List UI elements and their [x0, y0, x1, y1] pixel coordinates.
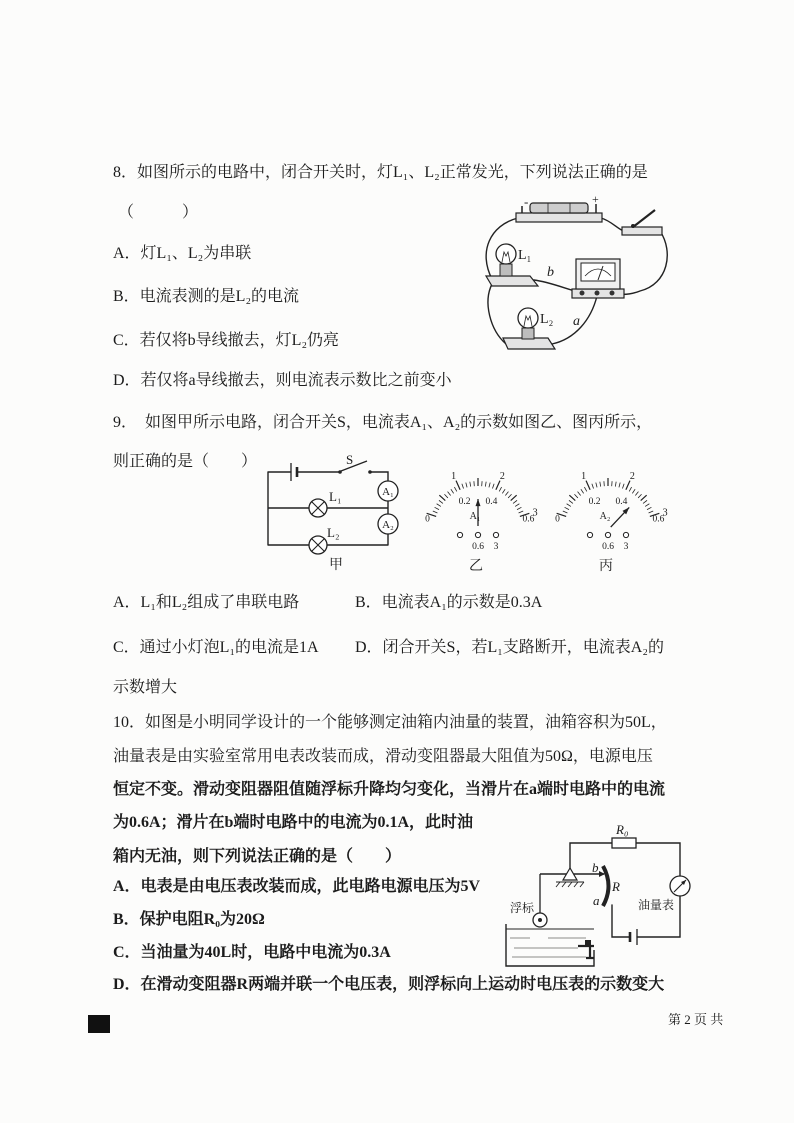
figure-caption-yi: 乙 [469, 559, 483, 574]
dial-terminal [605, 532, 610, 537]
scale-tick [629, 487, 631, 491]
inner-scale-label: 0 [425, 514, 430, 525]
q10-option-a: A．电表是由电压表改装而成，此电路电源电压为5V [113, 878, 481, 895]
scale-tick [622, 484, 624, 489]
scale-tick [444, 494, 447, 498]
q8-option-d: D．若仅将a导线撤去，则电流表示数比之前变小 [113, 372, 452, 389]
float-label: 浮标 [509, 901, 535, 915]
scan-black-mark [88, 1015, 110, 1033]
ammeter-terminal [610, 291, 615, 296]
figure-caption-jia: 甲 [329, 558, 343, 573]
q10-stem-line-3: 恒定不变。滑动变阻器阻值随浮标升降均匀变化，当滑片在a端时电路中的电流 [113, 781, 666, 798]
inner-scale-label: 0.4 [485, 496, 498, 507]
page-number: 第 2 页 共 [668, 1012, 724, 1027]
ammeter-terminal [595, 291, 600, 296]
q10-stem-line-1: 10．如图是小明同学设计的一个能够测定油箱内油量的装置，油箱容积为50L， [113, 714, 667, 731]
scale-tick [619, 483, 620, 488]
scale-tick [448, 492, 451, 496]
q10-option-c: C．当油量为40L时，电路中电流为0.3A [113, 944, 391, 961]
scale-tick [470, 482, 471, 487]
lamp2-socket [522, 328, 534, 339]
ammeter2-label: A₂ [382, 519, 394, 531]
q9-option-c: C．通过小灯泡L₁的电流是1A [113, 639, 319, 656]
wire-b-label: b [547, 265, 554, 280]
scale-tick [439, 495, 445, 500]
scale-tick [462, 484, 464, 489]
outer-scale-label: 3 [532, 507, 538, 519]
scale-tick [502, 489, 505, 493]
wire-lamp1-lamp2 [488, 284, 506, 344]
inner-scale-label: 0.6 [652, 514, 665, 525]
lamp1-socket [500, 264, 512, 276]
q10-oil-gauge-figure [498, 818, 698, 978]
resistor-r0-label: R₀ [616, 822, 629, 837]
q8-circuit-figure [478, 192, 673, 360]
lamp2-bulb-icon [518, 308, 538, 328]
scale-tick [578, 492, 581, 496]
resistor-r0-symbol [612, 838, 636, 848]
q10-stem-line-2: 油量表是由实验室常用电表改装而成，滑动变阻器最大阻值为50Ω，电源电压 [113, 748, 653, 765]
battery-holder [516, 213, 602, 222]
wire-a-label: a [573, 314, 580, 329]
scale-tick [513, 500, 517, 503]
terminal-label: 3 [623, 542, 629, 552]
scale-tick [454, 487, 456, 491]
q10-option-d: D．在滑动变阻器R两端并联一个电压表，则浮标向上运动时电压表的示数变大 [113, 976, 665, 993]
scale-tick [586, 481, 590, 490]
q8-option-b: B．电流表测的是L₂的电流 [113, 288, 300, 305]
inner-scale-label: 0.2 [588, 496, 601, 507]
scale-tick [485, 482, 486, 487]
scale-tick [635, 492, 638, 496]
switch-blade-icon [341, 461, 367, 471]
scale-tick [574, 494, 577, 498]
q8-option-a: A．灯L₁、L₂为串联 [113, 245, 252, 262]
ammeter-terminal [580, 291, 585, 296]
scale-tick [515, 504, 519, 507]
scale-tick [615, 482, 616, 487]
switch-label: S [346, 452, 354, 467]
q9-option-d: D．闭合开关S，若L₁支路断开，电流表A₂的 [355, 639, 664, 656]
rheostat-end-a-label: a [593, 893, 600, 908]
q10-stem-line-5: 箱内无油，则下列说法正确的是（ ） [113, 848, 402, 865]
battery-minus-label: - [524, 194, 529, 209]
dial-ammeter-label: A₁ [469, 511, 481, 522]
lamp1-base [486, 276, 538, 286]
scale-tick [584, 487, 586, 491]
q8-answer-blank: （ ） [118, 204, 199, 221]
q10-stem-line-4: 为0.6A；滑片在b端时电路中的电流为0.1A，此时油 [113, 814, 474, 831]
scale-tick [437, 504, 441, 507]
ammeter-dial-1 [425, 471, 537, 574]
q8-stem: 8．如图所示的电路中，闭合开关时，灯L₁、L₂正常发光，下列说法正确的是 [113, 164, 648, 181]
q9-stem-line-1: 9． 如图甲所示电路，闭合开关S，电流表A₁、A₂的示数如图乙、图丙所示， [113, 414, 653, 431]
lamp1-label: L₁ [329, 489, 342, 504]
scale-tick [499, 487, 501, 491]
scale-tick [435, 507, 439, 509]
oil-hatch [510, 938, 586, 957]
outer-scale-label: 2 [629, 471, 635, 483]
switch-pivot [631, 224, 635, 228]
circuit-wires [570, 843, 680, 937]
terminal-label: 0.6 [472, 542, 484, 552]
scale-tick [643, 500, 647, 503]
q9-option-b: B．电流表A₁的示数是0.3A [355, 594, 543, 611]
inner-scale-label: 0 [555, 514, 560, 525]
inner-scale-label: 0.4 [615, 496, 628, 507]
scale-tick [569, 495, 575, 500]
q9-ammeter-dials [418, 455, 680, 575]
switch-knife-icon [633, 210, 655, 227]
lamp2-label: L₂ [327, 525, 340, 540]
outer-scale-label: 2 [499, 471, 505, 483]
switch-contact [368, 470, 372, 474]
scale-tick [649, 511, 654, 513]
scale-tick [569, 500, 573, 503]
lamp2-base [503, 338, 555, 349]
outer-scale-label: 1 [581, 471, 587, 483]
scale-tick [563, 511, 568, 513]
tap-handle [585, 940, 591, 945]
scale-tick [466, 483, 467, 488]
scale-tick [489, 483, 490, 488]
scale-tick [592, 484, 594, 489]
ammeter1-label: A₁ [382, 486, 394, 498]
scale-tick [641, 495, 647, 500]
scale-tick [492, 484, 494, 489]
q9-option-a: A．L₁和L₂组成了串联电路 [113, 594, 300, 611]
dial-terminal [457, 532, 462, 537]
dial-terminal [475, 532, 480, 537]
scale-tick [456, 481, 460, 490]
battery-icon [530, 203, 588, 213]
scale-tick [511, 495, 517, 500]
q9-stem-line-2: 则正确的是（ ） [113, 453, 258, 470]
scale-tick [600, 482, 601, 487]
rheostat-r-symbol [603, 866, 609, 906]
scale-tick [596, 483, 597, 488]
ammeter-face [581, 263, 615, 281]
scale-tick [647, 507, 651, 509]
lamp2-label: L₂ [540, 312, 554, 327]
q8-option-c: C．若仅将b导线撤去，灯L₂仍亮 [113, 332, 340, 349]
scale-tick [645, 504, 649, 507]
scale-tick [433, 511, 438, 513]
dial-needle-head [475, 499, 480, 506]
figure-caption-bing: 丙 [599, 559, 613, 574]
terminal-label: 3 [493, 542, 499, 552]
dial-terminal [493, 532, 498, 537]
lamp1-bulb-icon [496, 244, 516, 264]
oil-gauge-label: 油量表 [637, 898, 675, 912]
ammeter-dial-2 [555, 471, 667, 574]
scale-tick [565, 507, 569, 509]
ground-hatch [556, 882, 584, 887]
scale-tick [632, 489, 635, 493]
battery-plus-label: + [592, 192, 599, 206]
rheostat-r-label: R [612, 879, 620, 894]
scale-tick [439, 500, 443, 503]
scale-tick [517, 507, 521, 509]
scale-tick [451, 489, 454, 493]
q10-option-b: B．保护电阻R₀为20Ω [113, 911, 265, 928]
scale-tick [638, 494, 641, 498]
lamp1-label: L₁ [518, 248, 532, 263]
scale-tick [508, 494, 511, 498]
scale-tick [581, 489, 584, 493]
q9-option-d-continued: 示数增大 [113, 679, 178, 696]
outer-scale-label: 1 [451, 471, 457, 483]
rheostat-end-b-label: b [592, 860, 599, 875]
tap-icon [578, 946, 594, 958]
inner-scale-label: 0.6 [522, 514, 535, 525]
q9-circuit-diagram-jia [258, 452, 408, 577]
dial-terminal [623, 532, 628, 537]
scale-tick [567, 504, 571, 507]
dial-terminal [587, 532, 592, 537]
float-ball-center [538, 918, 542, 922]
dial-ammeter-label: A₂ [599, 511, 611, 522]
outer-scale-label: 3 [662, 507, 668, 519]
scale-tick [505, 492, 508, 496]
inner-scale-label: 0.2 [458, 496, 471, 507]
terminal-label: 0.6 [602, 542, 614, 552]
switch-base [622, 227, 662, 235]
scale-tick [519, 511, 524, 513]
